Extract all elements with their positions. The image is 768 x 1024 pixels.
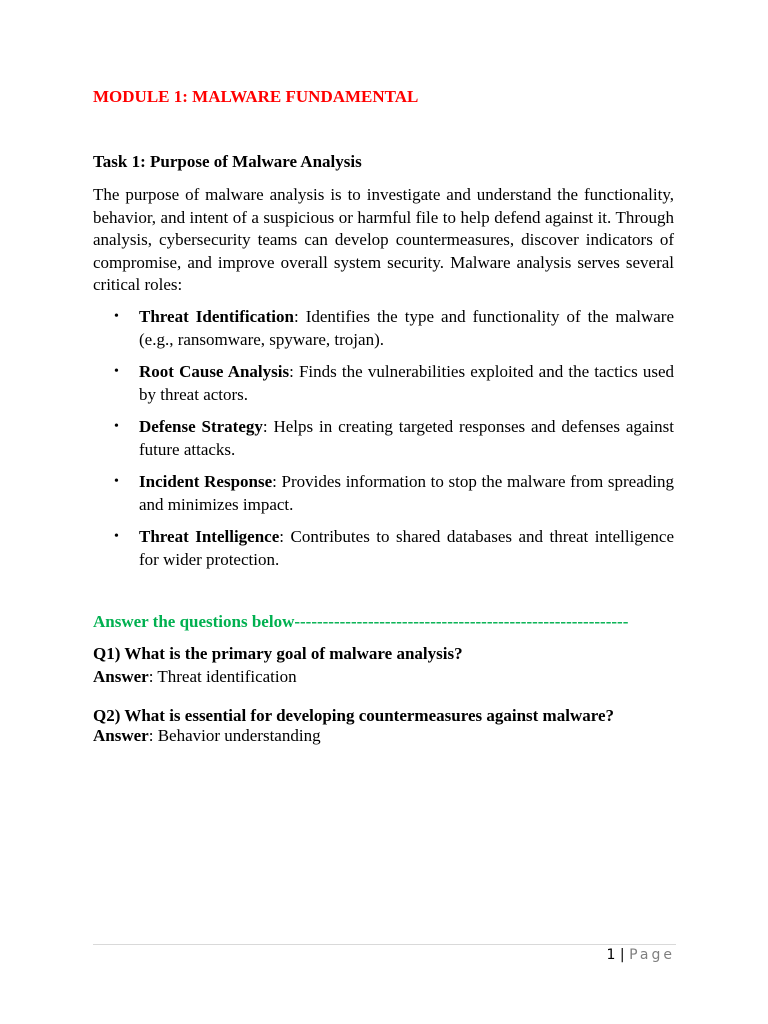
bullet-icon: • <box>114 474 119 489</box>
document-page <box>93 0 674 1024</box>
role-description: : Provides information to stop the malware from spreading and minimizes impact. <box>139 472 674 514</box>
page-word: Page <box>629 947 675 963</box>
task-title: Task 1: Purpose of Malware Analysis <box>93 152 362 171</box>
question-1: Q1) What is the primary goal of malware analysis? <box>93 644 463 663</box>
list-item <box>93 471 674 516</box>
answer-text: : Threat identification <box>148 667 297 686</box>
bullet-icon: • <box>114 364 119 379</box>
list-item <box>93 306 674 351</box>
footer-divider <box>93 944 676 945</box>
role-term: Root Cause Analysis <box>139 362 290 381</box>
role-description: : Contributes to shared databases and threat intelligence for wider protection. <box>139 527 674 569</box>
roles-list <box>93 306 674 581</box>
role-description: : Finds the vulnerabilities exploited and the tactics used by threat actors. <box>139 362 674 404</box>
list-item <box>93 526 674 571</box>
answer-label: Answer <box>93 726 149 745</box>
role-term: Incident Response <box>139 472 273 491</box>
answer-2 <box>93 726 321 746</box>
answer-label: Answer <box>93 667 149 686</box>
bullet-icon: • <box>114 419 119 434</box>
bullet-icon: • <box>114 309 119 324</box>
answer-1 <box>93 667 297 687</box>
module-title: MODULE 1: MALWARE FUNDAMENTAL <box>93 87 419 106</box>
role-description: : Identifies the type and functionality of the malware (e.g., ransomware, spyware, trojan). <box>139 307 674 349</box>
question-2: Q2) What is essential for developing countermeasures against malware? <box>93 706 614 725</box>
list-item <box>93 361 674 406</box>
page-separator: | <box>619 947 625 963</box>
bullet-icon: • <box>114 529 119 544</box>
page-footer <box>607 945 675 965</box>
intro-paragraph: The purpose of malware analysis is to investigate and understand the functionality, behavior, and intent of a suspicious or harmful file to help defend against it. Through analysis, cybersecurity teams can develop countermeasures, discover indicators of compromise, and improve overall system security. Malware analysis serves several critical roles: <box>93 185 674 294</box>
answer-text: : Behavior understanding <box>148 726 321 745</box>
list-item <box>93 416 674 461</box>
role-description: : Helps in creating targeted responses and defenses against future attacks. <box>139 417 674 459</box>
role-term: Threat Identification <box>139 307 294 326</box>
role-term: Threat Intelligence <box>139 527 280 546</box>
page-number: 1 <box>606 947 616 963</box>
answer-section-header: Answer the questions below----------------------------------------------------------- <box>93 612 629 631</box>
role-term: Defense Strategy <box>139 417 263 436</box>
